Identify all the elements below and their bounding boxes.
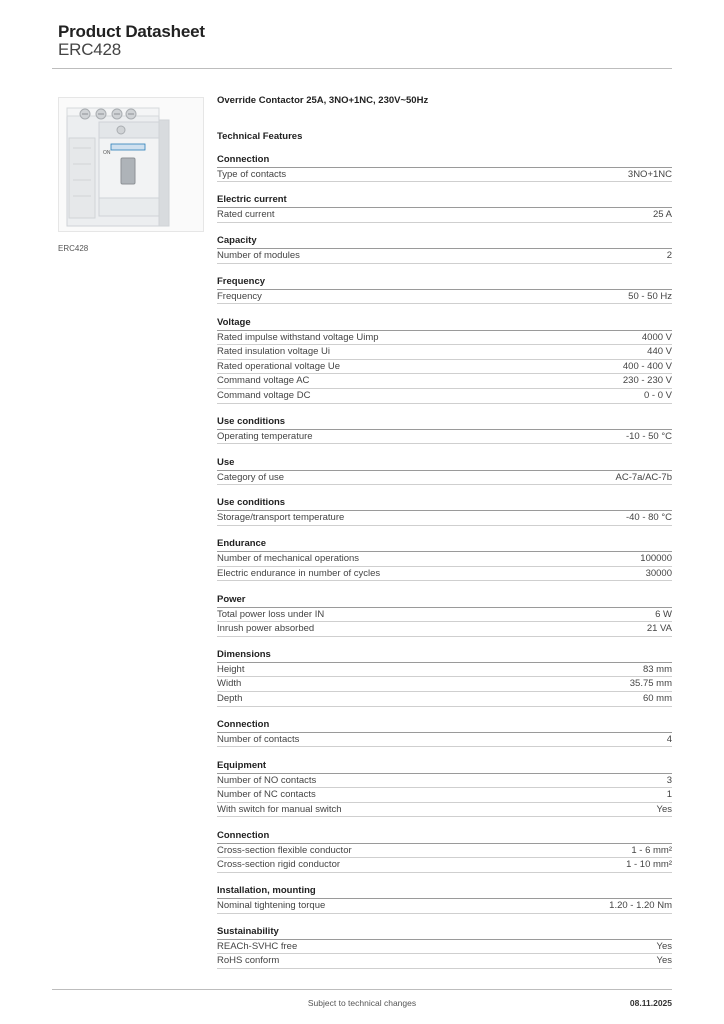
section-title: Connection — [217, 719, 672, 733]
spec-value: -40 - 80 °C — [625, 512, 672, 524]
spec-label: Electric endurance in number of cycles — [217, 567, 381, 579]
spec-row — [217, 858, 672, 873]
spec-value: 25 A — [652, 209, 672, 221]
spec-value: 30000 — [645, 567, 672, 579]
spec-row — [217, 608, 672, 623]
features-heading: Technical Features — [217, 131, 303, 142]
spec-value: 4 — [666, 733, 672, 745]
spec-section — [217, 885, 672, 914]
spec-row — [217, 622, 672, 637]
spec-label: Depth — [217, 693, 243, 705]
spec-label: Number of contacts — [217, 733, 300, 745]
spec-section — [217, 276, 672, 305]
spec-row — [217, 692, 672, 707]
datasheet-content — [217, 95, 672, 981]
spec-label: Height — [217, 663, 245, 675]
spec-row — [217, 940, 672, 955]
spec-value: 1 — [666, 789, 672, 801]
spec-row — [217, 552, 672, 567]
section-title: Electric current — [217, 194, 672, 208]
spec-label: Storage/transport temperature — [217, 512, 345, 524]
spec-label: Number of mechanical operations — [217, 553, 360, 565]
section-title: Power — [217, 594, 672, 608]
spec-value: 4000 V — [641, 331, 672, 343]
spec-row — [217, 511, 672, 526]
spec-row — [217, 733, 672, 748]
footer-date: 08.11.2025 — [629, 998, 672, 1008]
spec-value: 35.75 mm — [629, 678, 672, 690]
spec-row — [217, 788, 672, 803]
product-image-caption: ERC428 — [58, 244, 89, 253]
spec-value: 1 - 10 mm² — [626, 859, 672, 871]
spec-label: Inrush power absorbed — [217, 623, 315, 635]
spec-value: 6 W — [655, 608, 672, 620]
device-switch-label: ON — [103, 150, 111, 156]
spec-section — [217, 538, 672, 581]
spec-label: Number of NO contacts — [217, 774, 317, 786]
spec-label: Number of NC contacts — [217, 789, 316, 801]
spec-row — [217, 374, 672, 389]
section-title: Endurance — [217, 538, 672, 552]
section-title: Installation, mounting — [217, 885, 672, 899]
spec-label: REACh-SVHC free — [217, 940, 298, 952]
spec-value: 1.20 - 1.20 Nm — [609, 899, 672, 911]
spec-label: Category of use — [217, 471, 285, 483]
spec-row — [217, 471, 672, 486]
spec-value: -10 - 50 °C — [625, 430, 672, 442]
spec-section — [217, 719, 672, 748]
spec-value: 21 VA — [646, 623, 672, 635]
spec-section — [217, 235, 672, 264]
spec-label: Cross-section flexible conductor — [217, 844, 352, 856]
spec-label: With switch for manual switch — [217, 803, 342, 815]
spec-label: Command voltage DC — [217, 390, 311, 401]
spec-value: 1 - 6 mm² — [631, 844, 672, 856]
spec-section — [217, 649, 672, 707]
section-title: Sustainability — [217, 926, 672, 940]
spec-section — [217, 760, 672, 818]
product-title: Override Contactor 25A, 3NO+1NC, 230V~50Hz — [217, 95, 429, 106]
spec-label: Cross-section rigid conductor — [217, 859, 341, 871]
spec-row — [217, 331, 672, 346]
section-title: Dimensions — [217, 649, 672, 663]
spec-label: Rated operational voltage Ue — [217, 360, 341, 372]
spec-value: 83 mm — [642, 663, 672, 675]
spec-label: Frequency — [217, 290, 262, 302]
spec-value: 3NO+1NC — [627, 168, 672, 180]
footer-divider — [52, 989, 672, 990]
spec-value: 50 - 50 Hz — [628, 290, 672, 302]
spec-label: Number of modules — [217, 250, 300, 262]
spec-row — [217, 249, 672, 264]
spec-value: Yes — [656, 803, 672, 815]
section-title: Voltage — [217, 317, 672, 331]
spec-section — [217, 497, 672, 526]
spec-value: 3 — [666, 774, 672, 786]
feature-sections — [217, 154, 672, 969]
spec-row — [217, 567, 672, 582]
spec-row — [217, 430, 672, 445]
spec-row — [217, 290, 672, 305]
page-subtitle: ERC428 — [58, 40, 122, 59]
spec-label: Operating temperature — [217, 430, 313, 442]
header-divider — [52, 68, 672, 69]
section-title: Connection — [217, 154, 672, 168]
spec-label: Command voltage AC — [217, 375, 310, 387]
contactor-device-illustration — [59, 98, 203, 231]
spec-row — [217, 389, 672, 404]
spec-row — [217, 774, 672, 789]
section-title: Connection — [217, 830, 672, 844]
spec-section — [217, 416, 672, 445]
spec-value: 230 - 230 V — [622, 375, 672, 387]
spec-section — [217, 154, 672, 183]
spec-row — [217, 345, 672, 360]
spec-label: Rated current — [217, 209, 275, 221]
product-image — [58, 97, 204, 232]
spec-label: Rated impulse withstand voltage Uimp — [217, 331, 379, 343]
footer-note: Subject to technical changes — [307, 998, 417, 1008]
spec-section — [217, 926, 672, 969]
spec-row — [217, 208, 672, 223]
spec-row — [217, 803, 672, 818]
spec-section — [217, 194, 672, 223]
spec-value: 400 - 400 V — [622, 360, 672, 372]
spec-row — [217, 899, 672, 914]
spec-row — [217, 844, 672, 859]
spec-value: Yes — [656, 955, 672, 967]
section-title: Capacity — [217, 235, 672, 249]
spec-value: AC-7a/AC-7b — [615, 471, 672, 483]
spec-row — [217, 360, 672, 375]
spec-value: Yes — [656, 940, 672, 952]
spec-section — [217, 594, 672, 637]
section-title: Use conditions — [217, 497, 672, 511]
spec-row — [217, 168, 672, 183]
section-title: Use — [217, 457, 672, 471]
spec-value: 440 V — [647, 346, 672, 358]
spec-section — [217, 317, 672, 404]
spec-value: 60 mm — [642, 693, 672, 705]
spec-row — [217, 954, 672, 969]
spec-section — [217, 457, 672, 486]
spec-label: Rated insulation voltage Ui — [217, 346, 331, 358]
section-title: Frequency — [217, 276, 672, 290]
spec-label: Nominal tightening torque — [217, 899, 326, 911]
spec-row — [217, 677, 672, 692]
section-title: Use conditions — [217, 416, 672, 430]
page-title: Product Datasheet — [58, 22, 205, 41]
spec-label: Type of contacts — [217, 168, 287, 180]
spec-value: 2 — [666, 250, 672, 262]
spec-row — [217, 663, 672, 678]
spec-value: 0 - 0 V — [644, 390, 672, 401]
section-title: Equipment — [217, 760, 672, 774]
spec-value: 100000 — [640, 553, 672, 565]
spec-label: Width — [217, 678, 242, 690]
spec-section — [217, 830, 672, 873]
spec-label: RoHS conform — [217, 955, 280, 967]
spec-label: Total power loss under IN — [217, 608, 325, 620]
